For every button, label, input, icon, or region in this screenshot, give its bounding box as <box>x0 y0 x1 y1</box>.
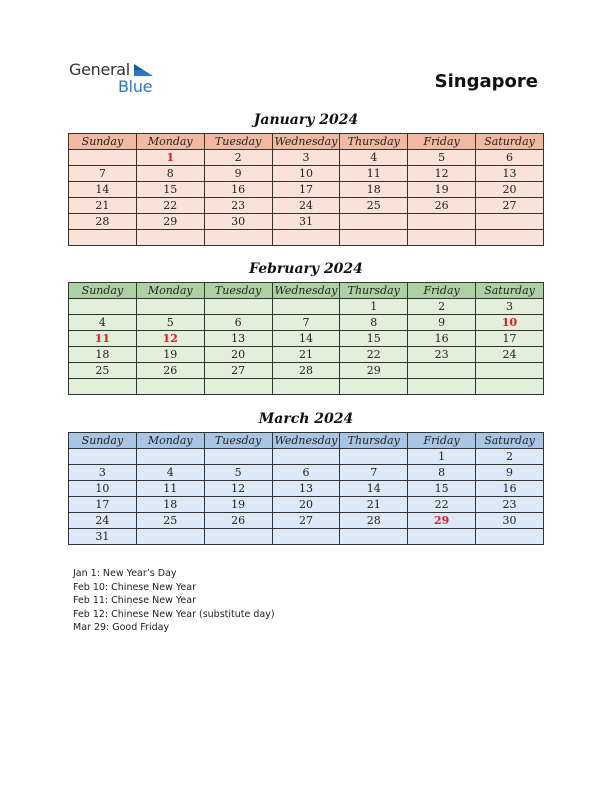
weekday-header: Wednesday <box>272 134 340 150</box>
day-cell: 12 <box>408 166 476 182</box>
holiday-item: Mar 29: Good Friday <box>73 622 170 634</box>
day-cell: 8 <box>408 465 476 481</box>
day-cell: 1 <box>340 299 408 315</box>
empty-day-cell <box>272 529 340 545</box>
day-cell: 25 <box>340 198 408 214</box>
day-cell: 4 <box>340 150 408 166</box>
day-cell: 30 <box>204 214 272 230</box>
empty-day-cell <box>204 299 272 315</box>
day-cell: 13 <box>476 166 544 182</box>
day-cell: 28 <box>272 363 340 379</box>
day-cell: 9 <box>408 315 476 331</box>
day-cell: 31 <box>272 214 340 230</box>
day-cell: 7 <box>340 465 408 481</box>
weekday-header: Saturday <box>476 134 544 150</box>
day-cell: 27 <box>476 198 544 214</box>
weekday-header: Tuesday <box>204 283 272 299</box>
week-row <box>69 166 544 182</box>
weekday-header: Sunday <box>69 433 137 449</box>
week-row <box>69 299 544 315</box>
day-cell: 9 <box>476 465 544 481</box>
day-cell: 16 <box>408 331 476 347</box>
week-row <box>69 529 544 545</box>
empty-day-cell <box>136 299 204 315</box>
day-cell: 14 <box>340 481 408 497</box>
day-cell: 25 <box>136 513 204 529</box>
logo-flag-icon <box>134 64 153 78</box>
weekday-header: Saturday <box>476 433 544 449</box>
week-row <box>69 198 544 214</box>
empty-day-cell <box>272 449 340 465</box>
holiday-item: Feb 11: Chinese New Year <box>73 595 196 607</box>
day-cell: 2 <box>204 150 272 166</box>
calendar-january <box>68 133 544 246</box>
holiday-item: Feb 12: Chinese New Year (substitute day) <box>73 608 275 620</box>
empty-day-cell <box>204 449 272 465</box>
day-cell: 4 <box>136 465 204 481</box>
day-cell: 6 <box>204 315 272 331</box>
empty-day-cell <box>272 230 340 246</box>
weekday-header: Sunday <box>69 283 137 299</box>
day-cell: 16 <box>476 481 544 497</box>
empty-day-cell <box>408 214 476 230</box>
weekday-header: Friday <box>408 283 476 299</box>
day-cell: 15 <box>136 182 204 198</box>
weekday-header: Monday <box>136 134 204 150</box>
week-row <box>69 497 544 513</box>
empty-day-cell <box>340 214 408 230</box>
day-cell: 9 <box>204 166 272 182</box>
empty-day-cell <box>272 379 340 395</box>
day-cell: 4 <box>69 315 137 331</box>
week-row <box>69 331 544 347</box>
day-cell: 19 <box>136 347 204 363</box>
empty-day-cell <box>476 529 544 545</box>
month-title: January 2024 <box>253 112 359 128</box>
empty-day-cell <box>69 150 137 166</box>
weekday-header: Thursday <box>340 283 408 299</box>
week-row <box>69 449 544 465</box>
day-cell: 23 <box>408 347 476 363</box>
empty-day-cell <box>408 379 476 395</box>
day-cell: 22 <box>408 497 476 513</box>
day-cell: 17 <box>69 497 137 513</box>
day-cell: 24 <box>272 198 340 214</box>
week-row <box>69 214 544 230</box>
day-cell: 17 <box>476 331 544 347</box>
empty-day-cell <box>340 379 408 395</box>
day-cell: 20 <box>476 182 544 198</box>
day-cell: 1 <box>136 150 204 166</box>
day-cell: 18 <box>136 497 204 513</box>
month-title: February 2024 <box>249 261 363 277</box>
weekday-header: Friday <box>408 134 476 150</box>
holiday-item: Jan 1: New Year’s Day <box>73 568 177 579</box>
day-cell: 26 <box>204 513 272 529</box>
weekday-header-row <box>69 433 544 449</box>
logo-general-text: General <box>69 60 130 79</box>
weekday-header: Monday <box>136 433 204 449</box>
empty-day-cell <box>408 230 476 246</box>
day-cell: 24 <box>476 347 544 363</box>
empty-day-cell <box>340 449 408 465</box>
weekday-header: Tuesday <box>204 134 272 150</box>
day-cell: 16 <box>204 182 272 198</box>
country-title: Singapore <box>434 71 538 92</box>
day-cell: 2 <box>408 299 476 315</box>
weekday-header: Sunday <box>69 134 137 150</box>
day-cell: 31 <box>69 529 137 545</box>
day-cell: 2 <box>476 449 544 465</box>
empty-day-cell <box>272 299 340 315</box>
day-cell: 19 <box>408 182 476 198</box>
week-row <box>69 315 544 331</box>
day-cell: 3 <box>476 299 544 315</box>
empty-day-cell <box>476 363 544 379</box>
day-cell: 20 <box>272 497 340 513</box>
week-row <box>69 363 544 379</box>
day-cell: 11 <box>136 481 204 497</box>
month-title: March 2024 <box>258 411 354 427</box>
day-cell: 21 <box>272 347 340 363</box>
day-cell: 21 <box>340 497 408 513</box>
day-cell: 25 <box>69 363 137 379</box>
weekday-header-row <box>69 134 544 150</box>
empty-day-cell <box>69 230 137 246</box>
week-row <box>69 347 544 363</box>
empty-day-cell <box>340 529 408 545</box>
day-cell: 14 <box>69 182 137 198</box>
weekday-header: Saturday <box>476 283 544 299</box>
weekday-header: Wednesday <box>272 433 340 449</box>
day-cell: 27 <box>204 363 272 379</box>
day-cell: 17 <box>272 182 340 198</box>
week-row <box>69 481 544 497</box>
empty-day-cell <box>476 214 544 230</box>
day-cell: 28 <box>340 513 408 529</box>
day-cell: 10 <box>476 315 544 331</box>
logo <box>69 60 179 100</box>
weekday-header-row <box>69 283 544 299</box>
weekday-header: Thursday <box>340 134 408 150</box>
holiday-item: Feb 10: Chinese New Year <box>73 581 196 593</box>
day-cell: 11 <box>340 166 408 182</box>
day-cell: 10 <box>272 166 340 182</box>
day-cell: 23 <box>204 198 272 214</box>
day-cell: 15 <box>340 331 408 347</box>
day-cell: 28 <box>69 214 137 230</box>
empty-day-cell <box>136 379 204 395</box>
day-cell: 29 <box>340 363 408 379</box>
day-cell: 10 <box>69 481 137 497</box>
day-cell: 5 <box>204 465 272 481</box>
weekday-header: Friday <box>408 433 476 449</box>
week-row <box>69 230 544 246</box>
day-cell: 8 <box>340 315 408 331</box>
day-cell: 22 <box>136 198 204 214</box>
day-cell: 3 <box>272 150 340 166</box>
day-cell: 23 <box>476 497 544 513</box>
day-cell: 27 <box>272 513 340 529</box>
weekday-header: Thursday <box>340 433 408 449</box>
week-row <box>69 150 544 166</box>
day-cell: 15 <box>408 481 476 497</box>
day-cell: 18 <box>340 182 408 198</box>
day-cell: 21 <box>69 198 137 214</box>
week-row <box>69 465 544 481</box>
empty-day-cell <box>476 379 544 395</box>
day-cell: 18 <box>69 347 137 363</box>
empty-day-cell <box>204 230 272 246</box>
day-cell: 24 <box>69 513 137 529</box>
empty-day-cell <box>408 363 476 379</box>
day-cell: 5 <box>408 150 476 166</box>
empty-day-cell <box>69 379 137 395</box>
day-cell: 29 <box>408 513 476 529</box>
empty-day-cell <box>69 299 137 315</box>
empty-day-cell <box>204 379 272 395</box>
day-cell: 13 <box>272 481 340 497</box>
day-cell: 26 <box>136 363 204 379</box>
week-row <box>69 182 544 198</box>
calendar-february <box>68 282 544 395</box>
day-cell: 26 <box>408 198 476 214</box>
weekday-header: Monday <box>136 283 204 299</box>
day-cell: 6 <box>272 465 340 481</box>
empty-day-cell <box>69 449 137 465</box>
day-cell: 7 <box>272 315 340 331</box>
week-row <box>69 379 544 395</box>
day-cell: 12 <box>136 331 204 347</box>
day-cell: 29 <box>136 214 204 230</box>
day-cell: 7 <box>69 166 137 182</box>
logo-blue-text: Blue <box>118 77 153 96</box>
empty-day-cell <box>340 230 408 246</box>
day-cell: 3 <box>69 465 137 481</box>
day-cell: 6 <box>476 150 544 166</box>
empty-day-cell <box>136 449 204 465</box>
weekday-header: Wednesday <box>272 283 340 299</box>
day-cell: 19 <box>204 497 272 513</box>
day-cell: 20 <box>204 347 272 363</box>
empty-day-cell <box>408 529 476 545</box>
day-cell: 11 <box>69 331 137 347</box>
holiday-list <box>73 567 275 635</box>
empty-day-cell <box>476 230 544 246</box>
day-cell: 8 <box>136 166 204 182</box>
day-cell: 12 <box>204 481 272 497</box>
empty-day-cell <box>204 529 272 545</box>
empty-day-cell <box>136 230 204 246</box>
day-cell: 14 <box>272 331 340 347</box>
day-cell: 5 <box>136 315 204 331</box>
day-cell: 13 <box>204 331 272 347</box>
day-cell: 22 <box>340 347 408 363</box>
calendar-march <box>68 432 544 545</box>
week-row <box>69 513 544 529</box>
day-cell: 30 <box>476 513 544 529</box>
day-cell: 1 <box>408 449 476 465</box>
weekday-header: Tuesday <box>204 433 272 449</box>
empty-day-cell <box>136 529 204 545</box>
